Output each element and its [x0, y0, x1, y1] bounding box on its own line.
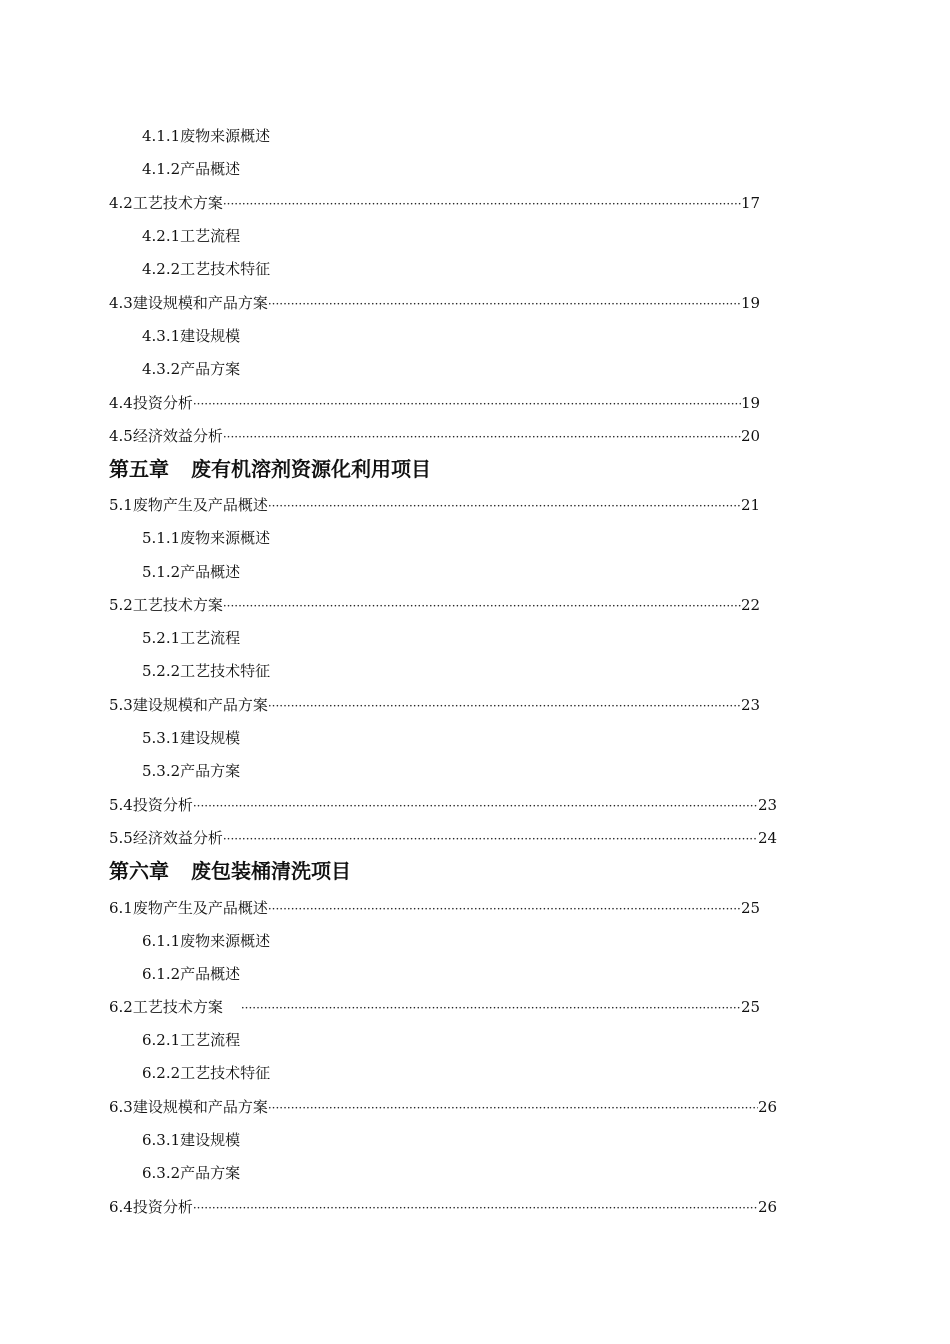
toc-subsection — [142, 1064, 270, 1082]
toc-subsection — [142, 160, 240, 178]
toc-leader-dots — [268, 294, 741, 312]
toc-leader-dots — [223, 194, 741, 212]
toc-section — [109, 796, 778, 814]
toc-subsection-label: 4.1.1废物来源概述 — [142, 127, 271, 145]
chapter-heading — [109, 859, 351, 883]
toc-section-label: 4.4投资分析 — [109, 394, 193, 412]
chapter-title: 废有机溶剂资源化利用项目 — [191, 457, 431, 481]
toc-leader-dots — [268, 696, 741, 714]
toc-subsection — [142, 563, 240, 581]
toc-subsection — [142, 965, 240, 983]
toc-subsection-label: 5.3.2产品方案 — [142, 762, 241, 780]
toc-section — [109, 696, 761, 714]
toc-leader-dots — [193, 796, 758, 814]
chapter-number: 第五章 — [109, 457, 169, 481]
toc-section — [109, 596, 761, 614]
toc-section — [109, 899, 761, 917]
toc-section — [109, 294, 761, 312]
chapter-heading — [109, 457, 431, 481]
toc-subsection-label: 4.2.2工艺技术特征 — [142, 260, 271, 278]
toc-subsection — [142, 1031, 240, 1049]
toc-section — [109, 427, 761, 445]
toc-subsection — [142, 662, 270, 680]
toc-subsection-label: 5.2.2工艺技术特征 — [142, 662, 271, 680]
toc-section-label: 5.2工艺技术方案 — [109, 596, 223, 614]
toc-page-number: 26 — [758, 1198, 778, 1216]
toc-page-number: 25 — [741, 998, 761, 1016]
toc-subsection-label: 4.1.2产品概述 — [142, 160, 241, 178]
chapter-title: 废包装桶清洗项目 — [191, 859, 351, 883]
toc-subsection — [142, 227, 240, 245]
toc-subsection — [142, 127, 270, 145]
toc-section — [109, 1098, 778, 1116]
toc-section-label: 6.1废物产生及产品概述 — [109, 899, 268, 917]
toc-section-label: 5.1废物产生及产品概述 — [109, 496, 268, 514]
toc-subsection-label: 6.2.2工艺技术特征 — [142, 1064, 271, 1082]
toc-section-label: 6.2工艺技术方案 — [109, 998, 223, 1016]
toc-subsection-label: 5.1.2产品概述 — [142, 563, 241, 581]
toc-section-label: 5.3建设规模和产品方案 — [109, 696, 268, 714]
toc-subsection-label: 6.1.2产品概述 — [142, 965, 241, 983]
toc-subsection-label: 5.1.1废物来源概述 — [142, 529, 271, 547]
toc-subsection-label: 4.3.2产品方案 — [142, 360, 241, 378]
toc-leader-dots — [223, 427, 741, 445]
toc-subsection — [142, 932, 270, 950]
toc-page-number: 21 — [741, 496, 761, 514]
toc-section-label: 4.3建设规模和产品方案 — [109, 294, 268, 312]
toc-subsection-label: 4.3.1建设规模 — [142, 327, 241, 345]
toc-subsection-label: 5.2.1工艺流程 — [142, 629, 241, 647]
toc-subsection — [142, 327, 240, 345]
toc-section — [109, 829, 778, 847]
toc-section — [109, 194, 761, 212]
toc-page-number: 20 — [741, 427, 761, 445]
toc-section — [109, 1198, 778, 1216]
toc-section — [109, 394, 761, 412]
toc-leader-dots — [268, 1098, 758, 1116]
toc-subsection — [142, 529, 270, 547]
toc-leader-dots — [223, 596, 741, 614]
toc-subsection-label: 6.3.1建设规模 — [142, 1131, 241, 1149]
toc-subsection — [142, 762, 240, 780]
toc-page-number: 23 — [741, 696, 761, 714]
toc-subsection — [142, 729, 240, 747]
toc-leader-dots — [193, 394, 741, 412]
toc-section-label: 5.5经济效益分析 — [109, 829, 223, 847]
toc-subsection-label: 6.1.1废物来源概述 — [142, 932, 271, 950]
toc-subsection — [142, 1131, 240, 1149]
toc-leader-dots — [241, 998, 741, 1016]
toc-section-label: 4.2工艺技术方案 — [109, 194, 223, 212]
toc-page-number: 23 — [758, 796, 778, 814]
toc-leader-dots — [268, 899, 741, 917]
toc-section — [109, 998, 761, 1016]
toc-page-number: 17 — [741, 194, 761, 212]
toc-page-number: 24 — [758, 829, 778, 847]
toc-section-label: 4.5经济效益分析 — [109, 427, 223, 445]
toc-leader-dots — [193, 1198, 758, 1216]
toc-page-number: 25 — [741, 899, 761, 917]
toc-section-label: 6.3建设规模和产品方案 — [109, 1098, 268, 1116]
toc-leader-dots — [223, 829, 758, 847]
toc-subsection — [142, 360, 240, 378]
toc-subsection-label: 6.3.2产品方案 — [142, 1164, 241, 1182]
toc-subsection — [142, 1164, 240, 1182]
toc-section-label: 5.4投资分析 — [109, 796, 193, 814]
toc-subsection — [142, 260, 270, 278]
toc-subsection — [142, 629, 240, 647]
chapter-number: 第六章 — [109, 859, 169, 883]
toc-subsection-label: 4.2.1工艺流程 — [142, 227, 241, 245]
toc-page-number: 19 — [741, 394, 761, 412]
toc-section — [109, 496, 761, 514]
toc-page-number: 19 — [741, 294, 761, 312]
toc-subsection-label: 5.3.1建设规模 — [142, 729, 241, 747]
toc-section-label: 6.4投资分析 — [109, 1198, 193, 1216]
toc-page-number: 26 — [758, 1098, 778, 1116]
toc-leader-dots — [268, 496, 741, 514]
toc-page-number: 22 — [741, 596, 761, 614]
toc-subsection-label: 6.2.1工艺流程 — [142, 1031, 241, 1049]
